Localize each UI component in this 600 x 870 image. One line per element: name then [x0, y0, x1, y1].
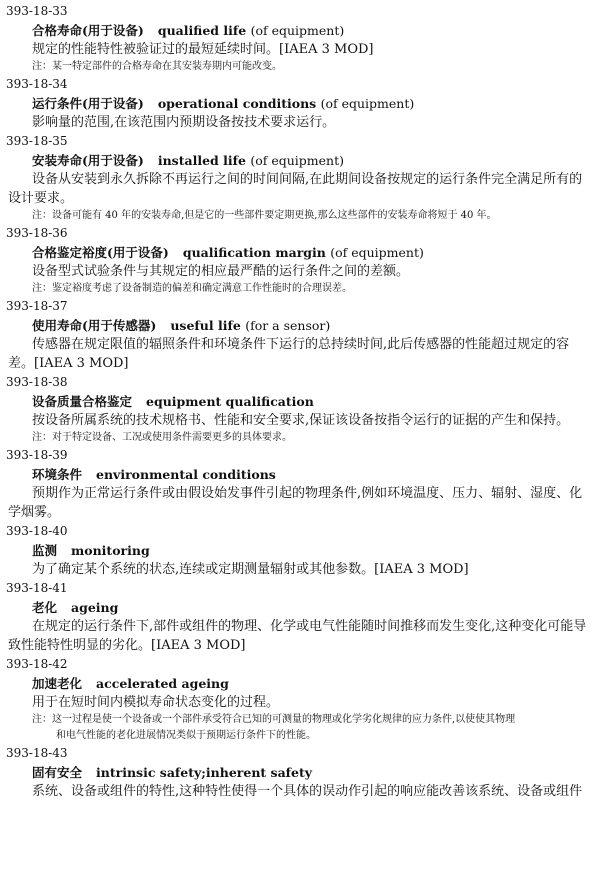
- term-zh: 环境条件: [32, 467, 83, 482]
- term-en: intrinsic safety;inherent safety: [96, 765, 313, 780]
- term-definition: 系统、设备或组件的特性,这种特性使得一个具体的误动作引起的响应能改善该系统、设备或组件: [32, 784, 583, 799]
- term-en: operational conditions: [157, 96, 317, 111]
- term-entry-35: [8, 132, 592, 224]
- term-en-qualifier: (of equipment): [330, 245, 424, 260]
- term-heading: [32, 94, 592, 113]
- term-heading: [32, 21, 592, 40]
- term-zh: 使用寿命(用于传感器): [32, 318, 157, 333]
- term-definition: 为了确定某个系统的状态,连续或定期测量辐射或其他参数。[IAEA 3 MOD]: [32, 562, 469, 577]
- term-heading: [32, 392, 592, 411]
- term-en: installed life: [157, 153, 246, 168]
- term-definition: 在规定的运行条件下,部件或组件的物理、化学或电气性能随时间推移而发生变化,这种变化可能导致性能特性明显的劣化。[IAEA 3 MOD]: [8, 619, 587, 653]
- term-entry-38: [8, 373, 592, 446]
- term-entry-43: [8, 744, 592, 801]
- term-heading: [32, 151, 592, 170]
- entry-number: 393-18-35: [6, 134, 68, 148]
- entry-number: 393-18-33: [6, 4, 68, 18]
- term-en: monitoring: [71, 543, 150, 558]
- term-en: qualified life: [157, 23, 247, 38]
- term-en: equipment qualification: [146, 394, 314, 409]
- term-en-qualifier: (of equipment): [320, 96, 415, 111]
- term-heading: [32, 674, 592, 693]
- term-definition: 设备从安装到永久拆除不再运行之间的时间间隔,在此期间设备按规定的运行条件完全满足所有的设计要求。: [8, 172, 583, 206]
- entry-number: 393-18-36: [6, 226, 68, 240]
- term-note: 注：某一特定部件的合格寿命在其安装寿期内可能改变。: [32, 61, 282, 72]
- term-entry-41: [8, 579, 592, 655]
- term-heading: [32, 763, 592, 782]
- entry-number: 393-18-37: [6, 299, 68, 313]
- term-note-line: 注：这一过程是使一个设备或一个部件承受符合已知的可测量的物理或化学劣化规律的应力条件,以使使其物理: [32, 714, 516, 725]
- term-zh: 监测: [32, 543, 58, 558]
- term-zh: 加速老化: [32, 676, 83, 691]
- term-heading: [32, 598, 592, 617]
- term-definition: 影响量的范围,在该范围内预期设备按技术要求运行。: [32, 115, 336, 130]
- term-definition: 设备型式试验条件与其规定的相应最严酷的运行条件之间的差额。: [32, 264, 410, 279]
- term-definition: 传感器在规定限值的辐照条件和环境条件下运行的总持续时间,此后传感器的性能超过规定的容差。[IAEA 3 MOD]: [8, 337, 570, 371]
- term-zh: 固有安全: [32, 765, 83, 780]
- term-definition: 预期作为正常运行条件或由假设始发事件引起的物理条件,例如环境温度、压力、辐射、湿度、化学烟雾。: [8, 486, 583, 520]
- term-heading: [32, 316, 592, 335]
- term-en: useful life: [170, 318, 241, 333]
- term-zh: 设备质量合格鉴定: [32, 394, 133, 409]
- term-en: qualification margin: [182, 245, 326, 260]
- term-entry-37: [8, 297, 592, 373]
- term-definition: 按设备所属系统的技术规格书、性能和安全要求,保证该设备按指令运行的证据的产生和保持。: [32, 413, 570, 428]
- term-en-qualifier: (of equipment): [250, 23, 345, 38]
- term-zh: 合格寿命(用于设备): [32, 23, 144, 38]
- term-heading: [32, 465, 592, 484]
- entry-number: 393-18-39: [6, 448, 68, 462]
- term-definition: 用于在短时间内模拟寿命状态变化的过程。: [32, 695, 280, 710]
- term-note: 注：设备可能有 40 年的安装寿命,但是它的一些部件要定期更换,那么这些部件的安装寿命将短于 40 年。: [32, 210, 497, 221]
- term-en-qualifier: (for a sensor): [245, 318, 331, 333]
- term-note: 注：对于特定设备、工况或使用条件需要更多的具体要求。: [32, 432, 292, 443]
- term-entry-42: [8, 655, 592, 744]
- term-entry-39: [8, 446, 592, 522]
- term-en: accelerated ageing: [96, 676, 229, 691]
- entry-number: 393-18-40: [6, 524, 68, 538]
- term-entry-33: [8, 2, 592, 75]
- entry-number: 393-18-34: [6, 77, 68, 91]
- term-en: environmental conditions: [96, 467, 276, 482]
- term-definition: 规定的性能特性被验证过的最短延续时间。[IAEA 3 MOD]: [32, 42, 374, 57]
- term-entry-36: [8, 224, 592, 297]
- term-heading: [32, 541, 592, 560]
- term-en-qualifier: (of equipment): [250, 153, 344, 168]
- entry-number: 393-18-38: [6, 375, 68, 389]
- term-zh: 老化: [32, 600, 58, 615]
- term-note-continuation: 和电气性能的老化进展情况类似于预期运行条件下的性能。: [56, 730, 316, 741]
- term-heading: [32, 243, 592, 262]
- term-zh: 合格鉴定裕度(用于设备): [32, 245, 169, 260]
- entry-number: 393-18-43: [6, 746, 68, 760]
- term-note: 注：鉴定裕度考虑了设备制造的偏差和确定满意工作性能时的合理误差。: [32, 283, 352, 294]
- term-note: [32, 712, 592, 744]
- term-zh: 安装寿命(用于设备): [32, 153, 144, 168]
- term-entry-34: [8, 75, 592, 132]
- entry-number: 393-18-41: [6, 581, 68, 595]
- term-entry-40: [8, 522, 592, 579]
- term-zh: 运行条件(用于设备): [32, 96, 144, 111]
- term-en: ageing: [71, 600, 119, 615]
- entry-number: 393-18-42: [6, 657, 68, 671]
